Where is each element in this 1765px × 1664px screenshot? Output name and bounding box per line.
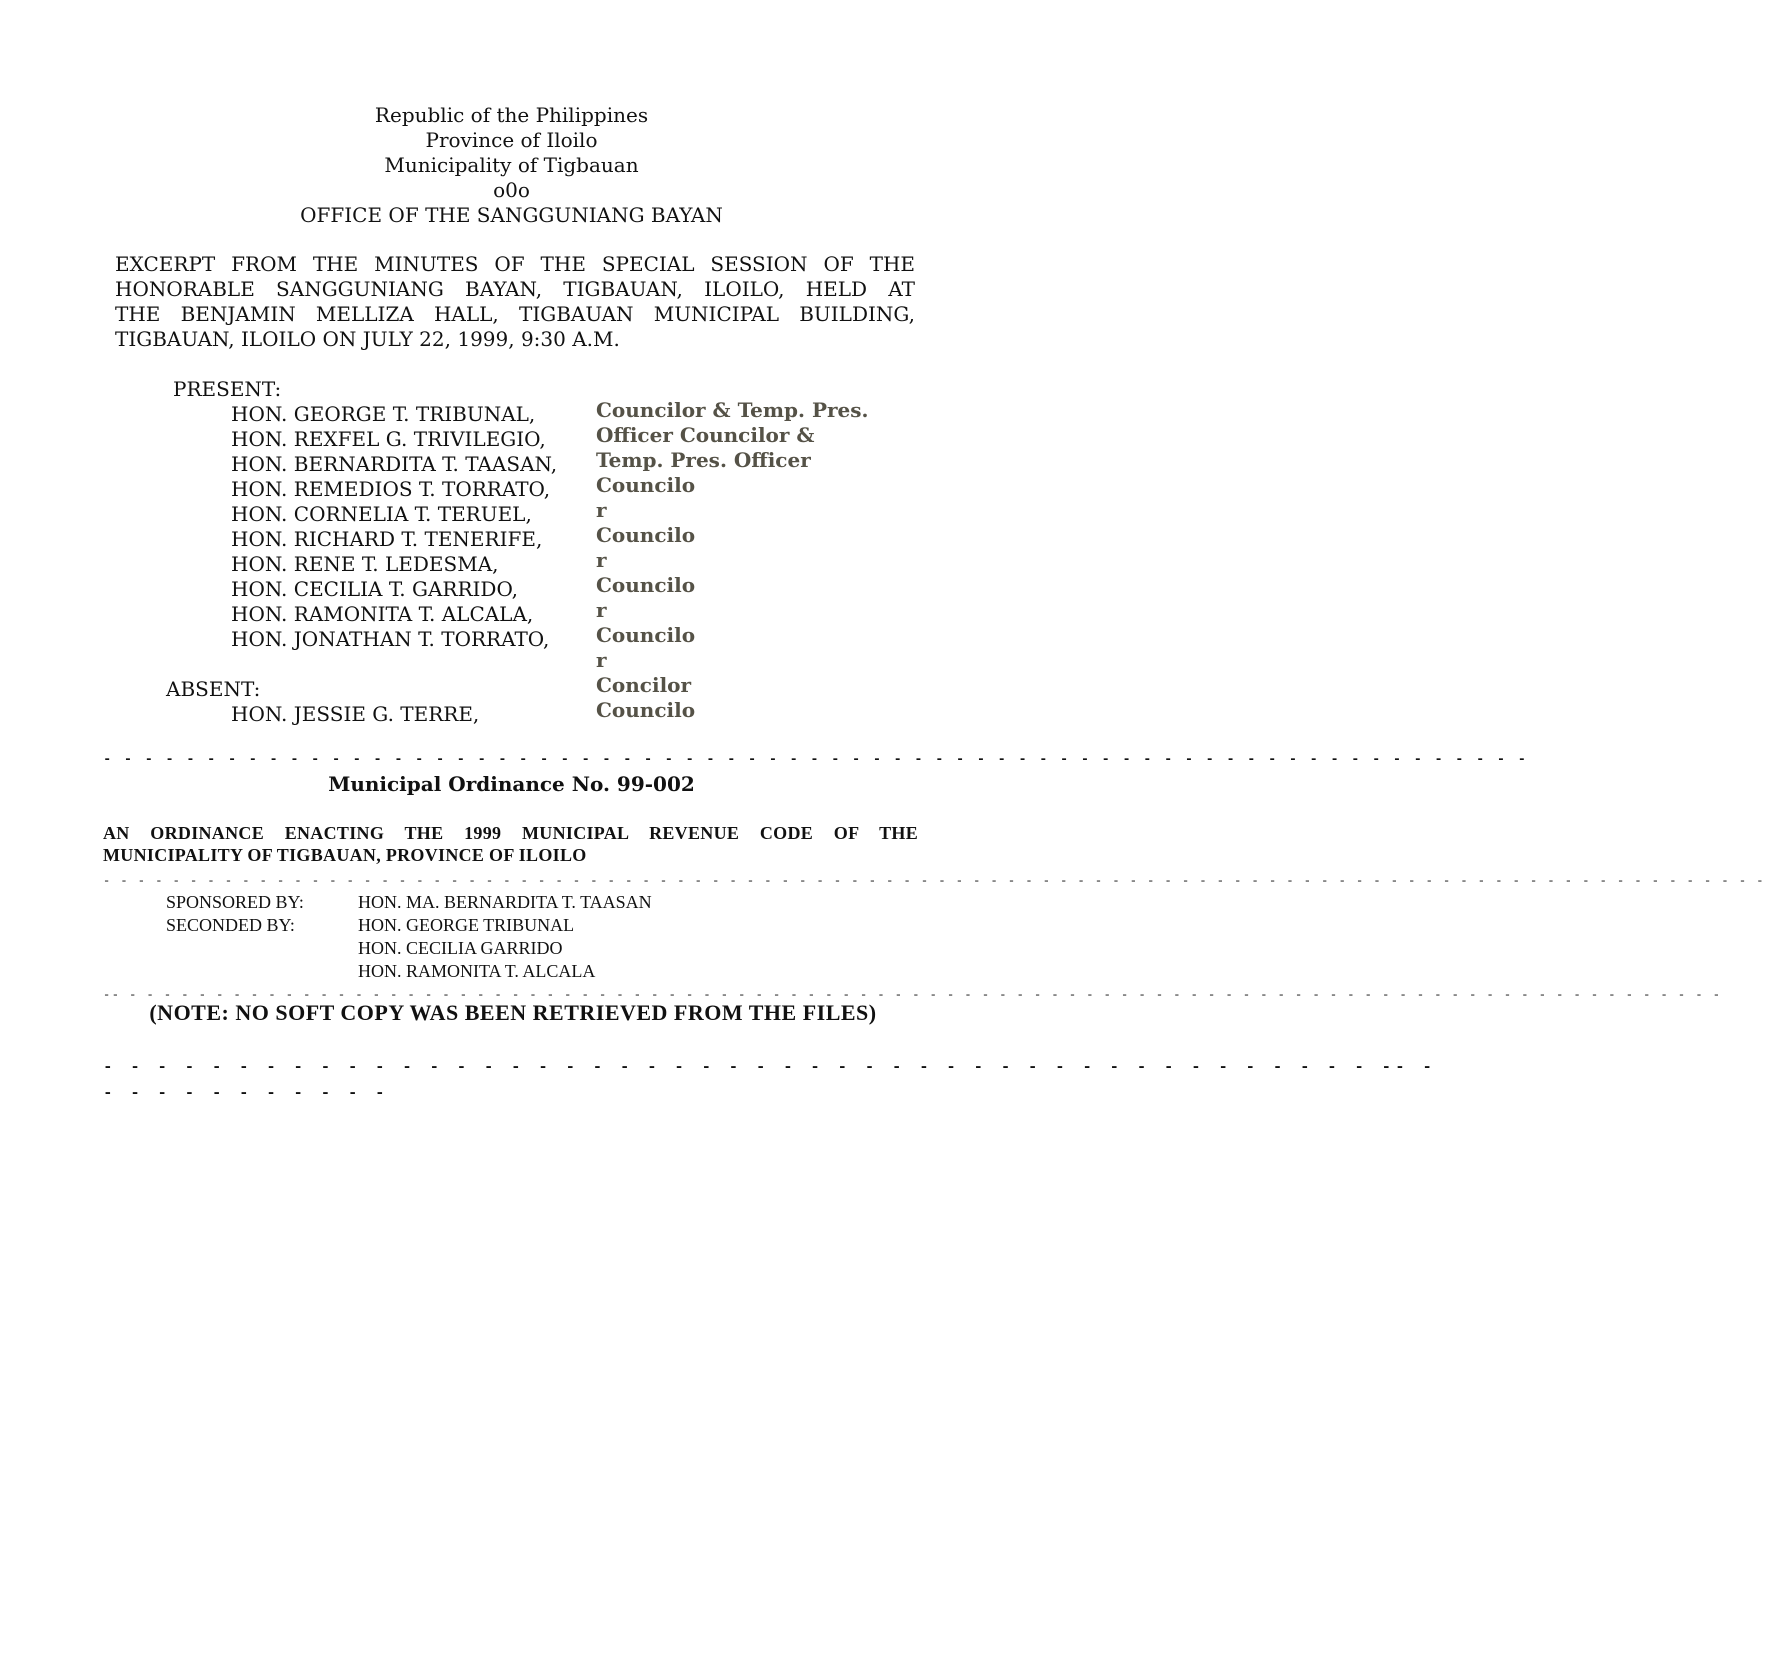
roles-column <box>596 398 906 723</box>
separator-line: - - - - - - - - - - - <box>103 1084 389 1102</box>
seconded-by-label: SECONDED BY: <box>166 915 295 935</box>
present-member: HON. REMEDIOS T. TORRATO, <box>231 477 551 501</box>
present-member: HON. BERNARDITA T. TAASAN, <box>231 452 558 476</box>
seconder-name: HON. RAMONITA T. ALCALA <box>358 961 596 981</box>
role-text: Councilor & Temp. Pres. <box>596 398 869 422</box>
role-text: r <box>596 648 607 672</box>
absent-member: HON. JESSIE G. TERRE, <box>231 702 480 726</box>
role-text: Concilor <box>596 673 692 697</box>
header-office: OFFICE OF THE SANGGUNIANG BAYAN <box>300 203 723 227</box>
present-member: HON. JONATHAN T. TORRATO, <box>231 627 550 651</box>
ordinance-description: AN ORDINANCE ENACTING THE 1999 MUNICIPAL REVENUE CODE OF THE MUNICIPALITY OF TIGBAUAN, PROVINCE OF ILOILO <box>103 823 918 865</box>
role-text: Councilo <box>596 623 696 647</box>
absent-label: ABSENT: <box>166 677 261 701</box>
present-list <box>231 402 557 652</box>
document-header <box>0 103 1023 228</box>
header-ornament: o0o <box>493 178 530 202</box>
present-member: HON. REXFEL G. TRIVILEGIO, <box>231 427 546 451</box>
separator-line: -- - - - - - - - - - - - - - - - - - - - - - - - - - - - - - - - - - - - - - - - - - - - - - - - - - - - - - - - - - - - - - - - - - - - - - - - - - - - - - - - - - - - - - - - - - - - - <box>103 988 1722 1002</box>
excerpt-line: HONORABLE SANGGUNIANG BAYAN, TIGBAUAN, ILOILO, HELD AT <box>115 277 915 301</box>
role-text: Councilo <box>596 473 696 497</box>
present-label: PRESENT: <box>173 377 282 401</box>
role-text: Temp. Pres. Officer <box>596 448 811 472</box>
present-member: HON. RENE T. LEDESMA, <box>231 552 499 576</box>
role-text: r <box>596 598 607 622</box>
present-member: HON. RAMONITA T. ALCALA, <box>231 602 534 626</box>
sponsor-name: HON. MA. BERNARDITA T. TAASAN <box>358 892 652 912</box>
note-text: (NOTE: NO SOFT COPY WAS BEEN RETRIEVED FROM THE FILES) <box>149 1000 877 1025</box>
excerpt-line: EXCERPT FROM THE MINUTES OF THE SPECIAL SESSION OF THE <box>115 252 915 276</box>
excerpt-paragraph <box>115 252 915 352</box>
separator-line: - - - - - - - - - - - - - - - - - - - - - - - - - - - - - - - - - - - - - - - - - - - - - - - - - - - - - - - - - - - - - - - - - - - - - <box>103 752 1528 768</box>
role-text: Councilo <box>596 698 696 722</box>
header-municipality: Municipality of Tigbauan <box>384 153 639 177</box>
present-member: HON. CECILIA T. GARRIDO, <box>231 577 519 601</box>
separator-line: - - - - - - - - - - - - - - - - - - - - - - - - - - - - - - - - - - - - - - - - - - - - - - - - - - - - - - - - - - - - - - - - - - - - - - - - - - - - - - - - - - - - - - - - - - - - - - - - <box>103 874 1765 888</box>
present-member: HON. GEORGE T. TRIBUNAL, <box>231 402 536 426</box>
header-province: Province of Iloilo <box>425 128 598 152</box>
present-member: HON. CORNELIA T. TERUEL, <box>231 502 532 526</box>
role-text: r <box>596 498 607 522</box>
excerpt-line: THE BENJAMIN MELLIZA HALL, TIGBAUAN MUNICIPAL BUILDING, <box>115 302 915 326</box>
ordinance-title: Municipal Ordinance No. 99-002 <box>328 772 695 796</box>
separator-line: - - - - - - - - - - - - - - - - - - - - - - - - - - - - - - - - - - - - - - - - - - - - - - - -- - <box>103 1058 1436 1076</box>
present-member: HON. RICHARD T. TENERIFE, <box>231 527 543 551</box>
role-text: Councilo <box>596 523 696 547</box>
role-text: Officer Councilor & <box>596 423 815 447</box>
sponsored-by-label: SPONSORED BY: <box>166 892 304 912</box>
seconder-name: HON. GEORGE TRIBUNAL <box>358 915 575 935</box>
role-text: Councilo <box>596 573 696 597</box>
seconder-name: HON. CECILIA GARRIDO <box>358 938 563 958</box>
excerpt-line: TIGBAUAN, ILOILO ON JULY 22, 1999, 9:30 A.M. <box>115 327 620 351</box>
role-text: r <box>596 548 607 572</box>
header-republic: Republic of the Philippines <box>374 103 649 127</box>
